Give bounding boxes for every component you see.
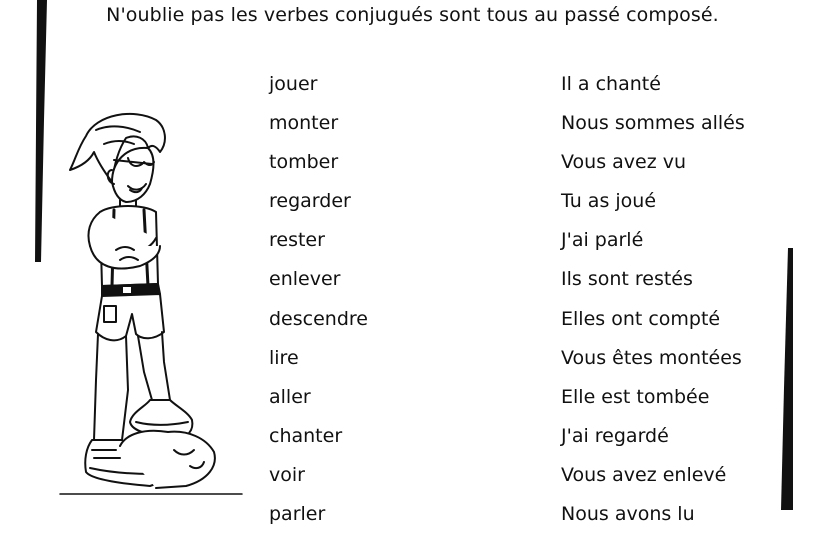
page-border-right: [778, 248, 794, 510]
list-item: Nous sommes allés: [561, 112, 745, 135]
list-item: Elles ont compté: [561, 307, 721, 330]
instruction-text: N'oublie pas les verbes conjugués sont tous au passé composé.: [106, 4, 719, 26]
list-item: enlever: [269, 268, 341, 291]
list-item: Elle est tombée: [561, 385, 710, 408]
list-item: rester: [269, 229, 325, 252]
list-item: Tu as joué: [561, 190, 657, 213]
list-item: Vous avez vu: [561, 151, 687, 174]
list-item: tomber: [269, 151, 339, 174]
infinitive-list: [269, 70, 368, 539]
list-item: jouer: [269, 73, 318, 95]
list-item: J'ai parlé: [561, 229, 644, 252]
list-item: aller: [269, 385, 311, 408]
list-item: Nous avons lu: [561, 503, 695, 526]
list-item: descendre: [269, 307, 368, 330]
page-border-left: [34, 0, 48, 262]
list-item: Il a chanté: [561, 73, 661, 95]
list-item: chanter: [269, 424, 343, 447]
conjugated-list: [561, 70, 745, 539]
list-item: Vous avez enlevé: [561, 463, 727, 486]
list-item: Ils sont restés: [561, 268, 693, 291]
list-item: voir: [269, 463, 305, 486]
list-item: lire: [269, 346, 299, 369]
list-item: parler: [269, 503, 326, 526]
list-item: J'ai regardé: [561, 424, 669, 447]
list-item: Vous êtes montées: [561, 346, 742, 369]
list-item: regarder: [269, 190, 351, 213]
cartoon-boy-on-rock-icon: [56, 100, 252, 510]
list-item: monter: [269, 112, 339, 135]
